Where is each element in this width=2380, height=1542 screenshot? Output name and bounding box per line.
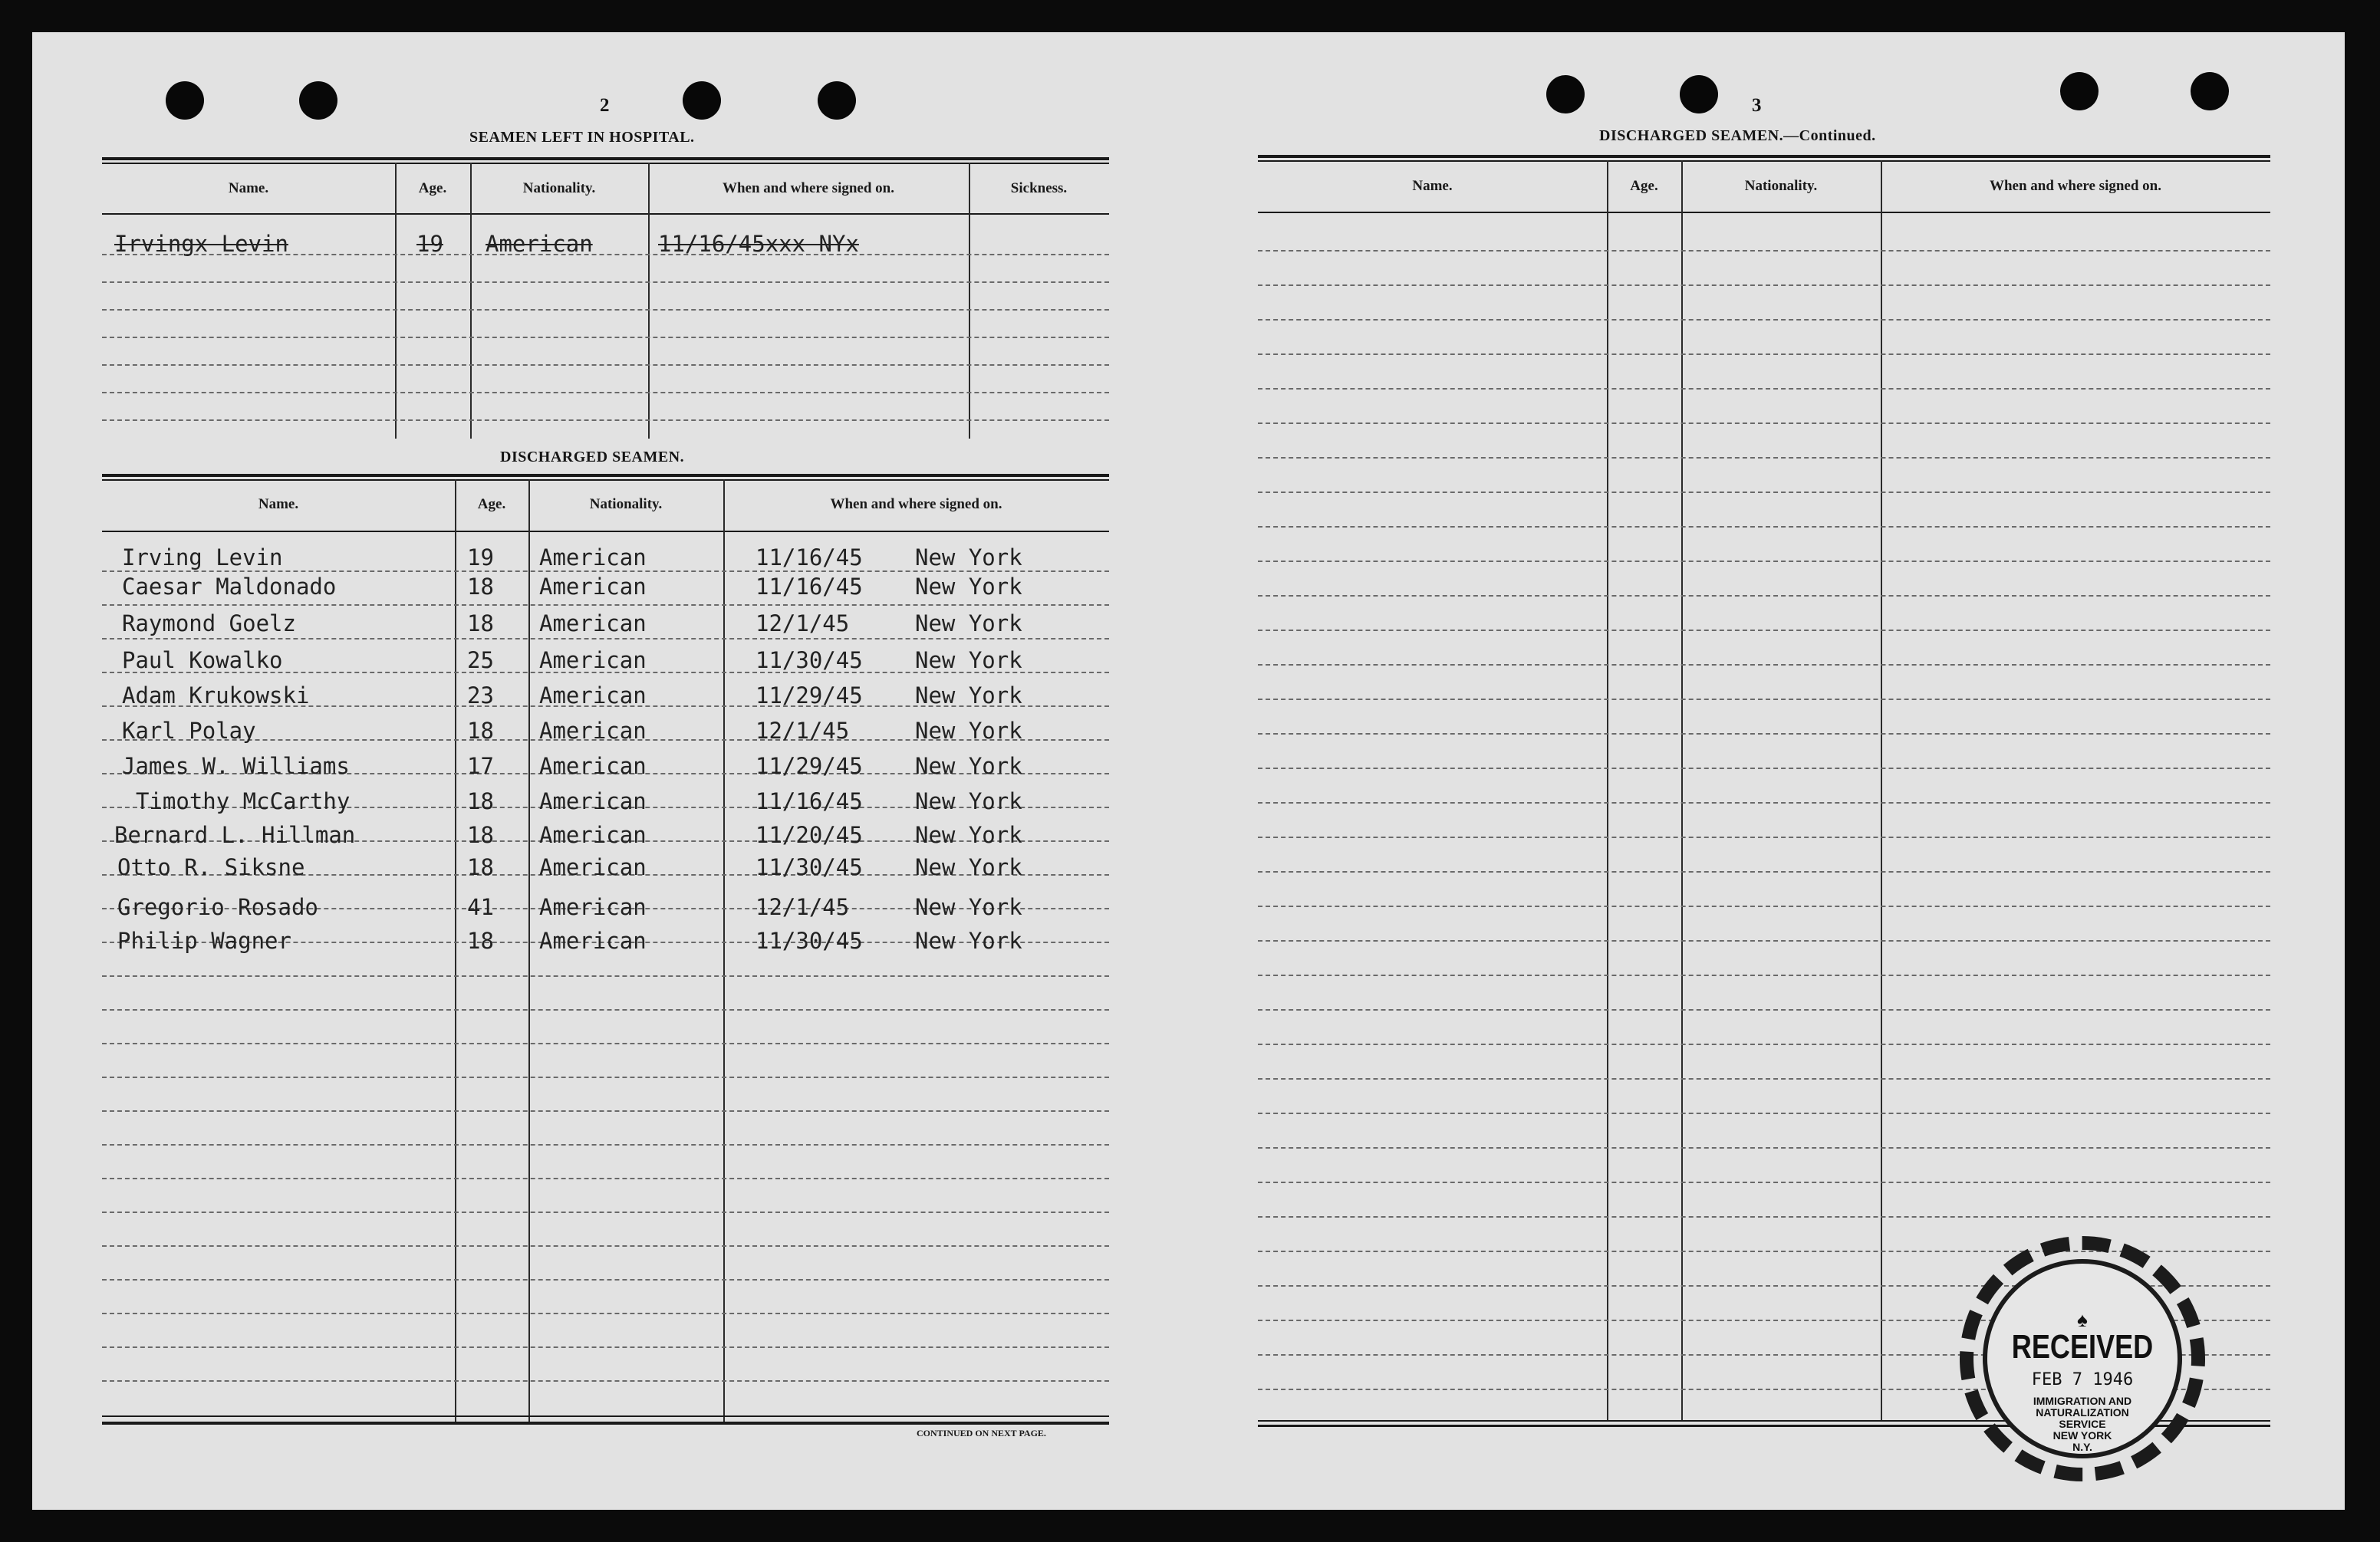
column-header-signed-on: When and where signed on. — [722, 180, 894, 196]
column-header-signed-on: When and where signed on. — [1989, 178, 2161, 194]
seaman-nationality: American — [539, 682, 647, 709]
ruled-line — [1258, 353, 2270, 355]
signed-on-place: New York — [915, 682, 1022, 709]
ruled-line — [1258, 561, 2270, 562]
ruled-line — [1258, 284, 2270, 286]
seaman-name: Gregorio Rosado — [117, 894, 318, 920]
ruled-line — [102, 1245, 1109, 1247]
ruled-line — [102, 1313, 1109, 1314]
seaman-age: 18 — [467, 610, 494, 636]
signed-on-date: 11/29/45 — [755, 682, 863, 709]
binder-hole — [1546, 75, 1585, 113]
column-header-nationality: Nationality. — [589, 496, 663, 512]
signed-on-date: 11/20/45 — [755, 822, 863, 848]
ruled-line — [1258, 492, 2270, 493]
signed-on-place: New York — [915, 647, 1022, 673]
signed-on-place: New York — [915, 822, 1022, 848]
signed-on-place: New York — [915, 894, 1022, 920]
ruled-line — [1258, 940, 2270, 942]
binder-hole — [2060, 72, 2099, 110]
hospital-section-title: SEAMEN LEFT IN HOSPITAL. — [469, 129, 695, 146]
spade-icon: ♠ — [2077, 1309, 2088, 1331]
seaman-name: Karl Polay — [122, 718, 256, 744]
seaman-name: Raymond Goelz — [122, 610, 296, 636]
ruled-line — [1258, 906, 2270, 907]
seaman-age: 17 — [467, 753, 494, 779]
seaman-nationality: American — [539, 544, 647, 570]
discharged-continued-title: DISCHARGED SEAMEN.—Continued. — [1599, 127, 1876, 144]
ruled-line — [1258, 1182, 2270, 1183]
seaman-age: 18 — [467, 822, 494, 848]
ruled-line — [102, 1009, 1109, 1011]
seaman-nationality: American — [539, 574, 647, 600]
ruled-line — [102, 604, 1109, 606]
column-header-name: Name. — [1412, 178, 1453, 194]
signed-on-place: New York — [915, 574, 1022, 600]
ruled-line — [102, 1279, 1109, 1281]
ruled-line — [1258, 457, 2270, 459]
seaman-nationality: American — [539, 928, 647, 954]
ruled-line — [1258, 1044, 2270, 1045]
ruled-line — [102, 1346, 1109, 1348]
seaman-nationality: American — [539, 854, 647, 880]
ruled-line — [1258, 1216, 2270, 1218]
seaman-nationality: American — [539, 718, 647, 744]
signed-on-place: New York — [915, 544, 1022, 570]
ruled-line — [1258, 319, 2270, 321]
ruled-line — [1258, 975, 2270, 976]
seaman-nationality: American — [539, 647, 647, 673]
column-header-nationality: Nationality. — [1744, 178, 1818, 194]
ruled-line — [1258, 699, 2270, 700]
signed-on-date: 12/1/45 — [755, 894, 850, 920]
ruled-line — [1258, 1078, 2270, 1080]
ruled-line — [1258, 733, 2270, 735]
seaman-nationality: American — [539, 753, 647, 779]
ruled-line — [102, 1110, 1109, 1112]
ruled-line — [102, 1178, 1109, 1179]
ruled-line — [1258, 526, 2270, 528]
signed-on-date: 11/16/45 — [755, 788, 863, 814]
ruled-line — [1258, 837, 2270, 838]
ruled-line — [102, 1380, 1109, 1382]
hospital-entry-name: Irvingx Levin — [114, 231, 288, 257]
hospital-table — [102, 157, 1109, 439]
seaman-name: Philip Wagner — [117, 928, 291, 954]
seaman-name: Timothy McCarthy — [136, 788, 351, 814]
signed-on-place: New York — [915, 788, 1022, 814]
seaman-name: Paul Kowalko — [122, 647, 283, 673]
ruled-line — [1258, 1113, 2270, 1114]
continued-note: CONTINUED ON NEXT PAGE. — [917, 1428, 1046, 1438]
seaman-name: James W. Williams — [122, 753, 350, 779]
ruled-line — [102, 975, 1109, 977]
binder-hole — [299, 81, 337, 120]
signed-on-date: 11/30/45 — [755, 647, 863, 673]
ruled-line — [1258, 250, 2270, 252]
received-stamp — [1960, 1236, 2205, 1481]
ruled-line — [1258, 664, 2270, 666]
seaman-nationality: American — [539, 822, 647, 848]
discharged-section-title: DISCHARGED SEAMEN. — [500, 449, 685, 465]
seaman-nationality: American — [539, 788, 647, 814]
seaman-name: Caesar Maldonado — [122, 574, 337, 600]
seaman-age: 18 — [467, 928, 494, 954]
binder-hole — [1680, 75, 1718, 113]
hospital-entry-age: 19 — [416, 231, 443, 257]
signed-on-date: 11/30/45 — [755, 854, 863, 880]
ruled-line — [1258, 871, 2270, 873]
ruled-line — [1258, 422, 2270, 424]
ruled-line — [1258, 802, 2270, 804]
seaman-age: 25 — [467, 647, 494, 673]
binder-hole — [2191, 72, 2229, 110]
page-number-right: 3 — [1752, 95, 1762, 116]
ruled-line — [1258, 1147, 2270, 1149]
seaman-nationality: American — [539, 610, 647, 636]
ruled-line — [102, 1043, 1109, 1044]
binder-hole — [166, 81, 204, 120]
seaman-nationality: American — [539, 894, 647, 920]
column-header-age: Age. — [1630, 178, 1658, 194]
binder-hole — [818, 81, 856, 120]
column-header-age: Age. — [418, 180, 447, 196]
seaman-age: 18 — [467, 718, 494, 744]
seaman-name: Adam Krukowski — [122, 682, 310, 709]
ruled-line — [102, 1212, 1109, 1213]
signed-on-date: 11/16/45 — [755, 544, 863, 570]
seaman-age: 23 — [467, 682, 494, 709]
ruled-line — [1258, 630, 2270, 631]
ruled-line — [1258, 388, 2270, 390]
stamp-date: FEB 7 1946 — [2031, 1370, 2134, 1389]
page-number-left: 2 — [600, 95, 610, 116]
signed-on-date: 11/16/45 — [755, 574, 863, 600]
binder-hole — [683, 81, 721, 120]
hospital-entry-signed-on: 11/16/45xxx NYx — [658, 231, 859, 257]
seaman-age: 41 — [467, 894, 494, 920]
ruled-line — [1258, 595, 2270, 597]
seaman-name: Otto R. Siksne — [117, 854, 305, 880]
signed-on-date: 12/1/45 — [755, 610, 850, 636]
stamp-agency: IMMIGRATION AND NATURALIZATION SERVICE NEW YORK N.Y. — [2033, 1395, 2132, 1453]
column-header-signed-on: When and where signed on. — [830, 496, 1002, 512]
signed-on-place: New York — [915, 753, 1022, 779]
signed-on-place: New York — [915, 718, 1022, 744]
seaman-age: 18 — [467, 574, 494, 600]
ruled-line — [1258, 1009, 2270, 1011]
column-header-name: Name. — [258, 496, 299, 512]
column-header-name: Name. — [228, 180, 269, 196]
signed-on-date: 12/1/45 — [755, 718, 850, 744]
ruled-line — [102, 570, 1109, 572]
ruled-line — [102, 1144, 1109, 1146]
column-header-nationality: Nationality. — [522, 180, 596, 196]
seaman-age: 19 — [467, 544, 494, 570]
ruled-line — [1258, 768, 2270, 769]
seaman-age: 18 — [467, 854, 494, 880]
seaman-age: 18 — [467, 788, 494, 814]
ruled-line — [102, 638, 1109, 639]
signed-on-date: 11/30/45 — [755, 928, 863, 954]
ruled-line — [102, 1077, 1109, 1078]
hospital-entry-nationality: American — [486, 231, 593, 257]
column-header-sickness: Sickness. — [1010, 180, 1068, 196]
discharged-table — [102, 474, 1109, 1425]
signed-on-place: New York — [915, 610, 1022, 636]
signed-on-place: New York — [915, 928, 1022, 954]
stamp-received-text: RECEIVED — [2011, 1328, 2154, 1366]
seaman-name: Bernard L. Hillman — [114, 822, 356, 848]
seaman-name: Irving Levin — [122, 544, 283, 570]
column-header-age: Age. — [477, 496, 506, 512]
signed-on-place: New York — [915, 854, 1022, 880]
signed-on-date: 11/29/45 — [755, 753, 863, 779]
